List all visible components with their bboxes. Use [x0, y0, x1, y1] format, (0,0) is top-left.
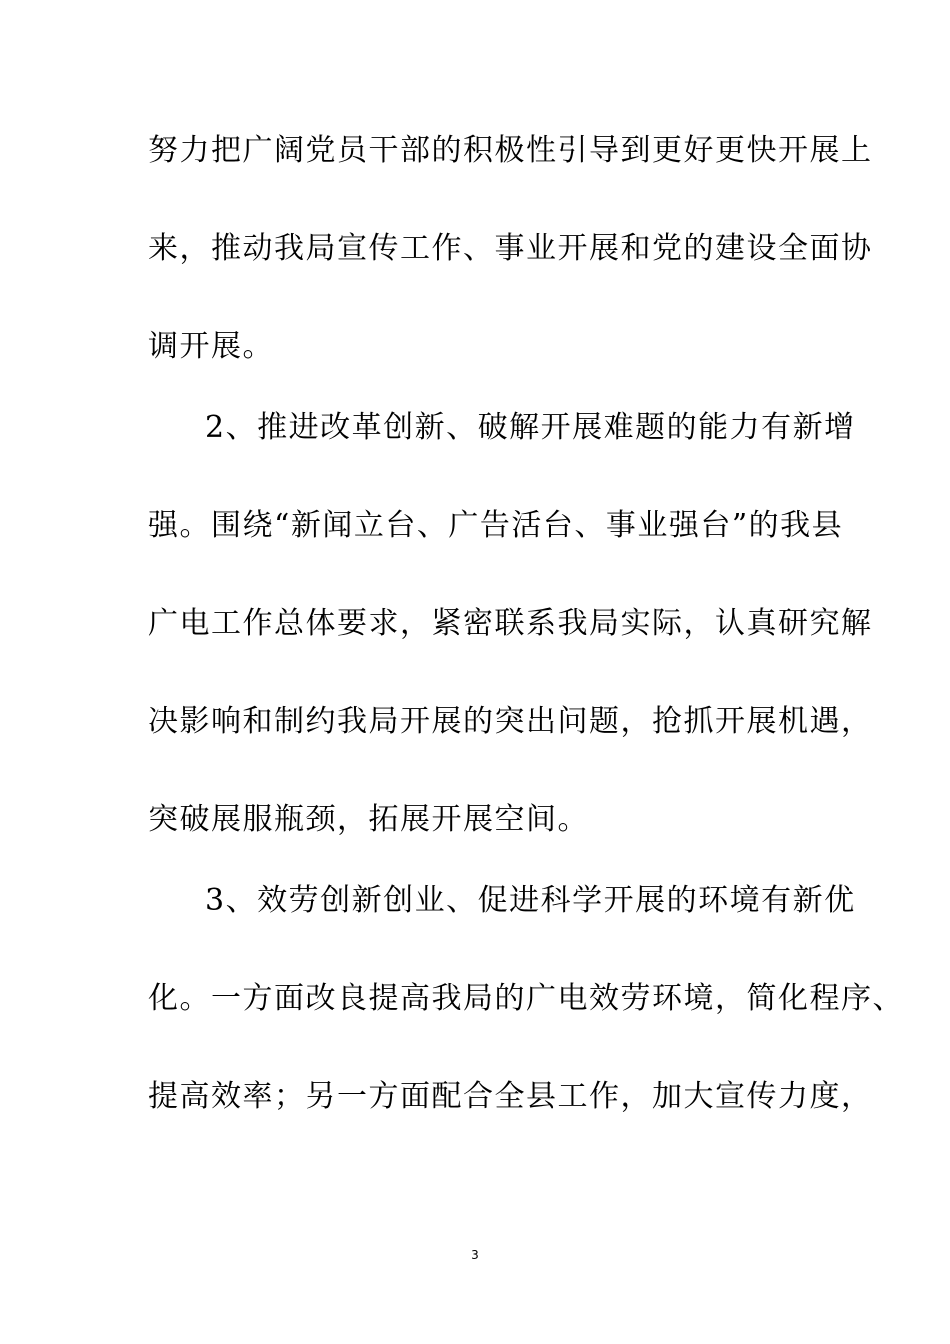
- body-text-line: 来，推动我局宣传工作、事业开展和党的建设全面协: [148, 231, 873, 266]
- body-text-line: 提高效率；另一方面配合全县工作，加大宣传力度，: [148, 1079, 873, 1114]
- body-text-line: 化。一方面改良提高我局的广电效劳环境，简化程序、: [148, 981, 904, 1016]
- paragraph-2-first-line: 2、推进改革创新、破解开展难题的能力有新增: [205, 410, 856, 445]
- body-text-line: 决影响和制约我局开展的突出问题，抢抓开展机遇，: [148, 704, 873, 739]
- page-number: 3: [471, 1248, 479, 1262]
- body-text-line: 广电工作总体要求，紧密联系我局实际，认真研究解: [148, 606, 873, 641]
- body-text-line: 调开展。: [148, 329, 274, 364]
- body-text-line: 努力把广阔党员干部的积极性引导到更好更快开展上: [148, 133, 873, 168]
- paragraph-3-first-line: 3、效劳创新创业、促进科学开展的环境有新优: [205, 883, 856, 918]
- body-text-line: 强。围绕“新闻立台、广告活台、事业强台”的我县: [148, 508, 844, 543]
- body-text-line: 突破展服瓶颈，拓展开展空间。: [148, 802, 589, 837]
